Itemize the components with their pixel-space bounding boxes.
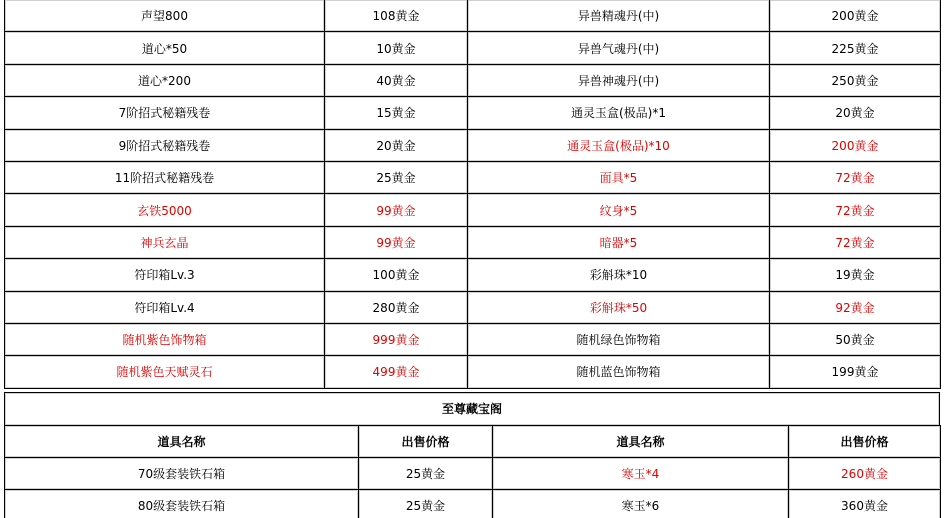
item-name-cell: 玄铁5000	[5, 194, 325, 226]
table-row	[5, 226, 941, 258]
item-name-cell: 7阶招式秘籍残卷	[5, 97, 325, 129]
table-row	[5, 490, 941, 518]
item-name-cell: 9阶招式秘籍残卷	[5, 129, 325, 161]
item-name-cell: 随机紫色饰物箱	[5, 323, 325, 355]
item-price-cell: 99黄金	[325, 226, 468, 258]
item-price-cell: 100黄金	[325, 259, 468, 291]
item-price-cell: 25黄金	[325, 161, 468, 193]
column-header: 道具名称	[493, 426, 789, 458]
item-price-cell: 15黄金	[325, 97, 468, 129]
table-row	[5, 97, 941, 129]
table-header-row	[5, 426, 941, 458]
column-header: 出售价格	[789, 426, 941, 458]
shop-price-table	[4, 0, 941, 389]
item-name-cell: 随机蓝色饰物箱	[468, 356, 770, 388]
table-row	[5, 259, 941, 291]
item-price-cell: 199黄金	[770, 356, 941, 388]
table-row	[5, 356, 941, 388]
item-price-cell: 200黄金	[770, 129, 941, 161]
table-row	[5, 64, 941, 96]
item-price-cell: 25黄金	[359, 458, 493, 490]
item-name-cell: 面具*5	[468, 161, 770, 193]
table-row	[5, 323, 941, 355]
item-price-cell: 50黄金	[770, 323, 941, 355]
item-price-cell: 20黄金	[770, 97, 941, 129]
item-name-cell: 声望800	[5, 0, 325, 32]
item-price-cell: 99黄金	[325, 194, 468, 226]
item-name-cell: 彩斛珠*50	[468, 291, 770, 323]
item-price-cell: 360黄金	[789, 490, 941, 518]
item-name-cell: 道心*200	[5, 64, 325, 96]
table-row	[5, 0, 941, 32]
item-name-cell: 神兵玄晶	[5, 226, 325, 258]
table-row	[5, 129, 941, 161]
item-name-cell: 70级套装铁石箱	[5, 458, 359, 490]
item-name-cell: 随机绿色饰物箱	[468, 323, 770, 355]
table-row	[5, 32, 941, 64]
treasure-table	[4, 425, 941, 518]
item-name-cell: 符印箱Lv.4	[5, 291, 325, 323]
item-name-cell: 寒玉*4	[493, 458, 789, 490]
item-price-cell: 225黄金	[770, 32, 941, 64]
shop-price-table-body	[5, 0, 941, 388]
item-price-cell: 20黄金	[325, 129, 468, 161]
item-name-cell: 异兽精魂丹(中)	[468, 0, 770, 32]
section-title: 至尊藏宝阁	[4, 392, 940, 426]
item-price-cell: 108黄金	[325, 0, 468, 32]
item-price-cell: 999黄金	[325, 323, 468, 355]
item-name-cell: 纹身*5	[468, 194, 770, 226]
item-name-cell: 11阶招式秘籍残卷	[5, 161, 325, 193]
item-price-cell: 19黄金	[770, 259, 941, 291]
item-name-cell: 通灵玉盒(极品)*10	[468, 129, 770, 161]
item-name-cell: 符印箱Lv.3	[5, 259, 325, 291]
item-name-cell: 80级套装铁石箱	[5, 490, 359, 518]
item-name-cell: 寒玉*6	[493, 490, 789, 518]
table-row	[5, 161, 941, 193]
item-price-cell: 499黄金	[325, 356, 468, 388]
item-price-cell: 200黄金	[770, 0, 941, 32]
item-price-cell: 40黄金	[325, 64, 468, 96]
table-row	[5, 194, 941, 226]
item-name-cell: 随机紫色天赋灵石	[5, 356, 325, 388]
item-name-cell: 异兽神魂丹(中)	[468, 64, 770, 96]
item-price-cell: 72黄金	[770, 161, 941, 193]
item-name-cell: 通灵玉盒(极品)*1	[468, 97, 770, 129]
item-price-cell: 260黄金	[789, 458, 941, 490]
column-header: 出售价格	[359, 426, 493, 458]
table-row	[5, 458, 941, 490]
item-price-cell: 25黄金	[359, 490, 493, 518]
item-price-cell: 72黄金	[770, 226, 941, 258]
item-price-cell: 280黄金	[325, 291, 468, 323]
item-name-cell: 暗器*5	[468, 226, 770, 258]
item-price-cell: 250黄金	[770, 64, 941, 96]
item-name-cell: 道心*50	[5, 32, 325, 64]
item-price-cell: 72黄金	[770, 194, 941, 226]
table-row	[5, 291, 941, 323]
column-header: 道具名称	[5, 426, 359, 458]
item-price-cell: 92黄金	[770, 291, 941, 323]
item-name-cell: 异兽气魂丹(中)	[468, 32, 770, 64]
item-name-cell: 彩斛珠*10	[468, 259, 770, 291]
item-price-cell: 10黄金	[325, 32, 468, 64]
